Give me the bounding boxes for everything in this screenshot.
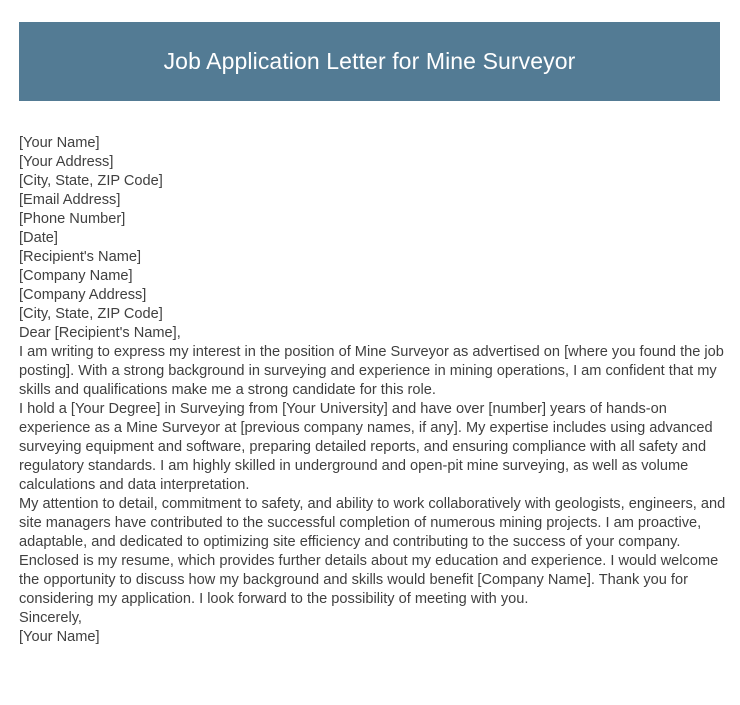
- page-title: Job Application Letter for Mine Surveyor: [163, 47, 576, 74]
- body-paragraph-2: I hold a [Your Degree] in Surveying from [Your University] and have over [number] years of hands-on experience as a Mine Surveyor at [previous company names, if any]. My expertise includes using advanced surveying equipment and software, preparing detailed reports, and ensuring compliance with all safety and regulatory standards. I am highly skilled in underground and open-pit mine surveying, as well as volume calculations and data interpretation.: [19, 401, 713, 493]
- body-paragraph-4: Enclosed is my resume, which provides further details about my education and experience. I would welcome the opportunity to discuss how my background and skills would benefit [Company Name]. Thank you for considering my application. I look forward to the possibility of meeting with you.: [19, 553, 719, 607]
- company-name-placeholder: [Company Name]: [19, 268, 133, 284]
- salutation: Dear [Recipient's Name],: [19, 325, 181, 341]
- sender-city-state-zip-placeholder: [City, State, ZIP Code]: [19, 173, 163, 189]
- body-paragraph-3: My attention to detail, commitment to safety, and ability to work collaboratively with geologists, engineers, and site managers have contributed to the successful completion of numerous mining projects. I am proactive, adaptable, and dedicated to optimizing site efficiency and contributing to the success of your company.: [19, 496, 726, 550]
- company-address-placeholder: [Company Address]: [19, 287, 147, 303]
- recipient-name-placeholder: [Recipient's Name]: [19, 249, 142, 265]
- document-header-banner: [19, 22, 720, 101]
- letter-body: [19, 134, 729, 647]
- company-city-state-zip-placeholder: [City, State, ZIP Code]: [19, 306, 163, 322]
- body-paragraph-1: I am writing to express my interest in the position of Mine Surveyor as advertised on [where you found the job posting]. With a strong background in surveying and experience in mining operations, I am confident that my skills and qualifications make me a strong candidate for this role.: [19, 344, 724, 398]
- closing: Sincerely,: [19, 610, 82, 626]
- sender-name-placeholder: [Your Name]: [19, 135, 100, 151]
- sender-address-placeholder: [Your Address]: [19, 154, 114, 170]
- signature-placeholder: [Your Name]: [19, 629, 100, 645]
- date-placeholder: [Date]: [19, 230, 58, 246]
- sender-phone-placeholder: [Phone Number]: [19, 211, 126, 227]
- sender-email-placeholder: [Email Address]: [19, 192, 121, 208]
